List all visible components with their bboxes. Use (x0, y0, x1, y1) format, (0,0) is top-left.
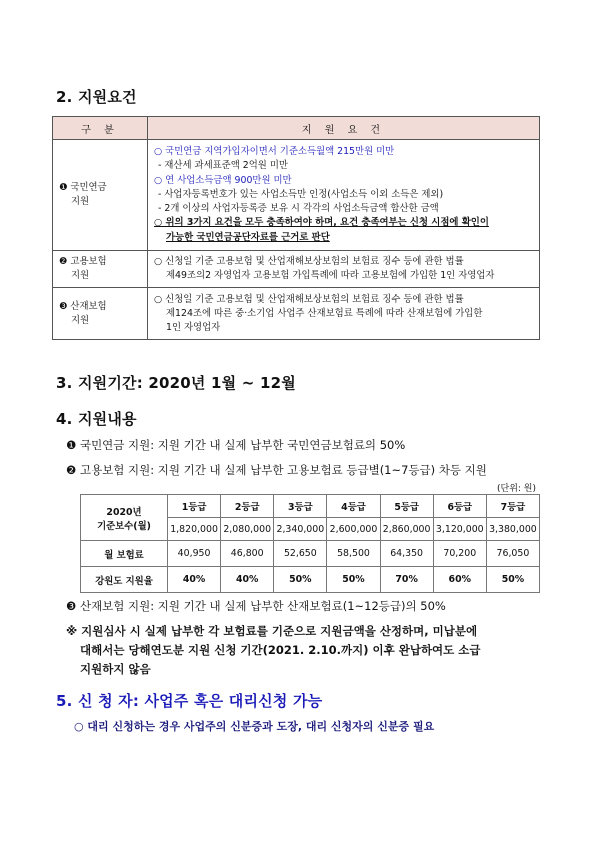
unit-label: (단위: 원) (497, 484, 536, 494)
monthly-premium-cell: 70,200 (433, 541, 486, 567)
monthly-premium-label: 월 보험료 (81, 541, 168, 567)
base-pay-cell: 3,380,000 (486, 518, 539, 541)
table-header-category: 구 분 (53, 117, 148, 140)
category-cell: ❸ 산재보험 지원 (53, 288, 148, 340)
section-2-title: 2. 지원요건 (56, 88, 137, 106)
requirement-cell: ○ 신청일 기준 고용보험 및 산업재해보상보험의 보험료 징수 등에 관한 법률 제124조에 따른 중·소기업 사업주 산재보험료 특례에 따라 산재보험에 가입한 1인 자영업자 (148, 288, 540, 340)
requirement-cell: ○ 국민연금 지역가입자이면서 기준소득월액 215만원 미만 - 재산세 과세표준액 2억원 미만 ○ 연 사업소득금액 900만원 미만 - 사업자등록번호가 있는 사업소득만 인정(사업소득 이외 소득은 제외) - 2개 이상의 사업자등록증 보유 시 각각의 사업소득금액 합산한 금액 ○ 위의 3가지 요건을 모두 충족하여야 하며, 요건 충족여부는 신청 시점에 확인이 가능한 국민연금공단자료를 근거로 판단 (148, 140, 540, 251)
premium-table (80, 494, 540, 593)
base-pay-cell: 2,340,000 (274, 518, 327, 541)
requirements-table (52, 116, 540, 340)
section-3-title: 3. 지원기간: 2020년 1월 ~ 12월 (56, 374, 296, 392)
table-row (53, 288, 540, 340)
table-row (81, 567, 540, 593)
grade-6: 6등급 (433, 495, 486, 518)
monthly-premium-cell: 40,950 (168, 541, 221, 567)
section-5-title: 5. 신 청 자: 사업주 혹은 대리신청 가능 (56, 692, 323, 710)
grade-3: 3등급 (274, 495, 327, 518)
monthly-premium-cell: 76,050 (486, 541, 539, 567)
table-row (53, 140, 540, 251)
support-item-employment: ❷ 고용보험 지원: 지원 기간 내 실제 납부한 고용보험료 등급별(1~7등급) 차등 지원 (66, 463, 487, 477)
table-row (81, 541, 540, 567)
monthly-premium-cell: 58,500 (327, 541, 380, 567)
grade-2: 2등급 (221, 495, 274, 518)
support-rate-cell: 50% (327, 567, 380, 593)
table-header-requirements: 지 원 요 건 (148, 117, 540, 140)
grade-7: 7등급 (486, 495, 539, 518)
grade-4: 4등급 (327, 495, 380, 518)
support-rate-cell: 60% (433, 567, 486, 593)
note-block: ※ 지원심사 시 실제 납부한 각 보험료를 기준으로 지원금액을 산정하며, 미납분에 대해서는 당해연도분 지원 신청 기간(2021. 2.10.까지) 이후 완납하여도 소급 지원하지 않음 (66, 624, 481, 676)
base-pay-cell: 2,080,000 (221, 518, 274, 541)
grade-1: 1등급 (168, 495, 221, 518)
monthly-premium-cell: 46,800 (221, 541, 274, 567)
base-pay-cell: 2,860,000 (380, 518, 433, 541)
support-rate-cell: 70% (380, 567, 433, 593)
category-cell: ❶ 국민연금 지원 (53, 140, 148, 251)
support-rate-cell: 50% (486, 567, 539, 593)
base-pay-cell: 1,820,000 (168, 518, 221, 541)
monthly-premium-cell: 52,650 (274, 541, 327, 567)
section-4-title: 4. 지원내용 (56, 410, 137, 428)
base-pay-cell: 3,120,000 (433, 518, 486, 541)
support-rate-cell: 40% (168, 567, 221, 593)
grade-5: 5등급 (380, 495, 433, 518)
monthly-premium-cell: 64,350 (380, 541, 433, 567)
support-rate-cell: 50% (274, 567, 327, 593)
table-row (53, 251, 540, 288)
support-rate-label: 강원도 지원율 (81, 567, 168, 593)
year-base-pay-label: 2020년 기준보수(월) (81, 495, 168, 541)
base-pay-cell: 2,600,000 (327, 518, 380, 541)
table-row (81, 495, 540, 518)
support-rate-cell: 40% (221, 567, 274, 593)
support-item-pension: ❶ 국민연금 지원: 지원 기간 내 실제 납부한 국민연금보험료의 50% (66, 438, 406, 452)
category-cell: ❷ 고용보험 지원 (53, 251, 148, 288)
proxy-requirement: ○ 대리 신청하는 경우 사업주의 신분증과 도장, 대리 신청자의 신분증 필요 (74, 720, 435, 733)
support-item-industrial: ❸ 산재보험 지원: 지원 기간 내 실제 납부한 산재보험료(1~12등급)의 50% (66, 599, 446, 613)
requirement-cell: ○ 신청일 기준 고용보험 및 산업재해보상보험의 보험료 징수 등에 관한 법률 제49조의2 자영업자 고용보험 가입특례에 따라 고용보험에 가입한 1인 자영업자 (148, 251, 540, 288)
